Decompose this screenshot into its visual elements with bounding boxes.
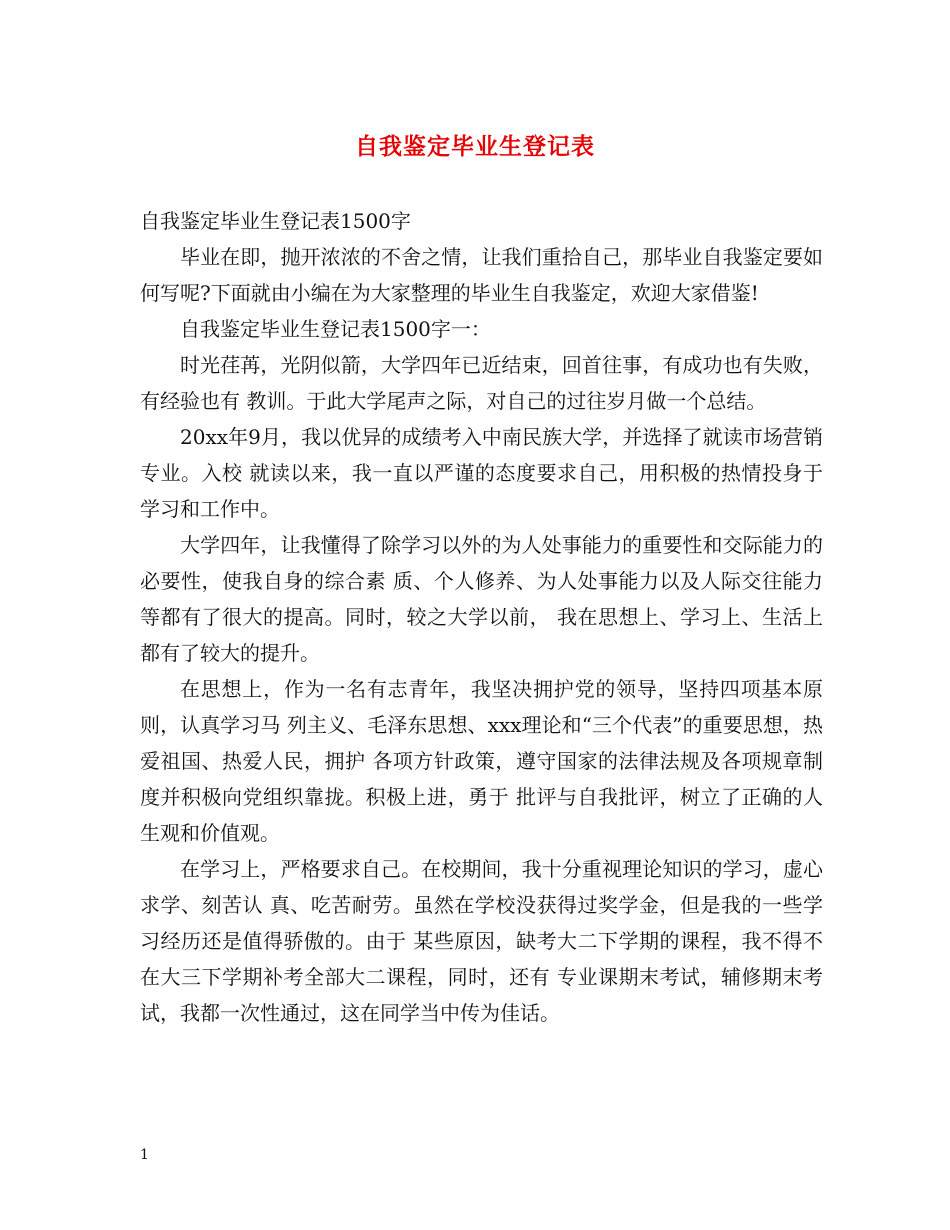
paragraph-enrollment: 20xx年9月，我以优异的成绩考入中南民族大学，并选择了就读市场营销专业。入校 就读以来，我一直以严谨的态度要求自己，用积极的热情投身于学习和工作中。: [140, 425, 823, 521]
document-title: 自我鉴定毕业生登记表: [355, 133, 595, 160]
paragraph-study: 在学习上，严格要求自己。在校期间，我十分重视理论知识的学习，虚心求学、刻苦认 真、吃苦耐劳。虽然在学校没获得过奖学金，但是我的一些学习经历还是值得骄傲的。由于 某些原因，缺考大二下学期的课程，我不得不在大三下学期补考全部大二课程，同时，还有 专业课期末考试，辅修期末考试，我都一次性通过，这在同学当中传为佳话。: [140, 857, 823, 1025]
paragraph-section-heading: 自我鉴定毕业生登记表1500字一：: [180, 317, 491, 341]
document-body: [140, 203, 823, 1031]
page-number: 1: [140, 1147, 149, 1163]
paragraph-thought: 在思想上，作为一名有志青年，我坚决拥护党的领导，坚持四项基本原则，认真学习马 列主义、毛泽东思想、xxx理论和“三个代表”的重要思想，热爱祖国、热爱人民，拥护 各项方针政策，遵守国家的法律法规及各项规章制度并积极向党组织靠拢。积极上进，勇于 批评与自我批评，树立了正确的人生观和价值观。: [140, 677, 823, 845]
paragraph-four-years: 大学四年，让我懂得了除学习以外的为人处事能力的重要性和交际能力的必要性，使我自身的综合素 质、个人修养、为人处事能力以及人际交往能力等都有了很大的提高。同时，较之大学以前， 我在思想上、学习上、生活上都有了较大的提升。: [140, 533, 823, 665]
paragraph-time-review: 时光荏苒，光阴似箭，大学四年已近结束，回首往事，有成功也有失败，有经验也有 教训。于此大学尾声之际，对自己的过往岁月做一个总结。: [140, 353, 823, 413]
paragraph-intro: 毕业在即，抛开浓浓的不舍之情，让我们重拾自己，那毕业自我鉴定要如何写呢?下面就由小编在为大家整理的毕业生自我鉴定，欢迎大家借鉴!: [140, 245, 823, 305]
subtitle-line: 自我鉴定毕业生登记表1500字: [140, 209, 411, 233]
